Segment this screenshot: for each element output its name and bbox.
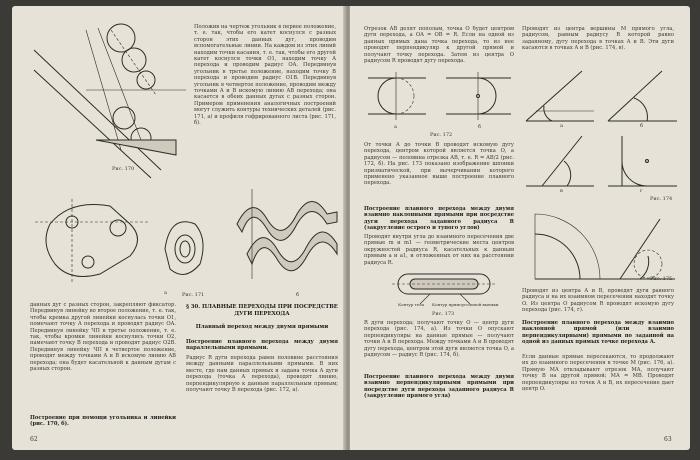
- right-col2-bold-text: Построение плавного перехода между взаимно наклонной прямой (или взаимно перпендикулярными) прямыми по заданной на одной из данных прямых точке перехода A.: [522, 320, 674, 346]
- right-col1-bold2-text: Построение плавного перехода между двумя взаимно перпендикулярными прямыми при посредстве дуги перехода заданного радиуса R (закругление прямого угла): [364, 374, 514, 400]
- left-page: [12, 6, 346, 450]
- fig174-letter-b: б: [640, 123, 644, 129]
- figure-170-drawing: [26, 20, 191, 180]
- fig172a-letter: а: [394, 124, 397, 130]
- left-column-bold-text: Построение при помощи угольника и линейки (рис. 170, б).: [30, 415, 176, 428]
- figure-171b-drawing: [232, 184, 342, 284]
- right-col1-after-bold-text: Проводят внутри угла до взаимного пересечения две прямые m и m1 — геометрические места центров окружностей радиуса R, касательных к данным прямым a и a1, и отложенных от них на расстоянии радиуса R.: [364, 234, 514, 266]
- fig171b-letter: б: [296, 292, 300, 298]
- left-page-number: 62: [30, 436, 38, 443]
- right-column-bottom-text: Радиус R дуги перехода равен половине расстояния между данными параллельными прямыми. В них месте, где нам данных прямых и задана точка A дуги перехода (точка A перехода), проводят линию, перпендикулярную к данным параллельным прямым; получают точку B перехода (рис. 172, а).: [186, 355, 338, 394]
- fig173-label-1: Контур тела: [398, 302, 425, 307]
- right-page: [350, 6, 690, 450]
- fig173-label-2: Контур прямоугольной выемки: [432, 302, 499, 307]
- right-col2-bottom-text: Проводят из центра A и B, проведят дуги равного радиуса и на их взаимном пересечении находят точку O. Из центра O радиусом R проводят искомую дугу перехода (рис. 174, г).: [522, 288, 674, 314]
- fig173-caption: Рис. 173: [432, 311, 455, 317]
- subheading: Плавный переход между двумя прямыми: [195, 324, 329, 330]
- figure-172-drawing: [366, 68, 516, 130]
- fig172-caption: Рис. 172: [430, 132, 453, 138]
- right-col2-top-text: Проводят из центра вершины M прямого угла, радиусом, равным радиусу R которой равно заданному, дугу перехода в точках A и B. Эти дуги касаются в точках A и B (рис. 174, в).: [522, 26, 674, 52]
- figure-171a-drawing: [30, 194, 210, 289]
- fig174-caption: Рис. 174: [650, 196, 673, 202]
- right-col1-bold-text: Построение плавного перехода между двумя взаимно наклонными прямыми при посредстве дуги перехода заданного радиуса R (закругление острого и тупого углов): [364, 206, 514, 232]
- fig174-letter-g: г: [640, 188, 643, 194]
- figure-175-drawing: [530, 204, 680, 284]
- fig171a-letter: а: [164, 290, 167, 296]
- fig171-caption: Рис. 171: [182, 292, 205, 298]
- right-page-number: 63: [664, 436, 672, 443]
- right-col1-top-text: Отрезок AB делят пополам, точка O будет центром дуги перехода, а OA = OB = R. Если на одной из данных прямых дана точка перехода, то из нее проводят перпендикуляр к другой прямой и получают точку перехода. Затем из центра O радиусом R проводят дугу перехода.: [364, 26, 514, 64]
- fig174-letter-v: в: [560, 188, 563, 194]
- left-right-column-top-text: Положив на чертеж угольник в первое положение, т. е. так, чтобы его катет коснулся с разных сторон этих данных дуг, проводим вспомогательные линии. На каждом из этих линий находим точки касания, т. е. так, чтобы его другой катет коснулся точки O1, находим точку A перехода и проводим радиус OA. Передвинув угольник в третье положение, находим точку B перехода и проводим радиус O1B. Передвинув угольник в четвертое положение, проводим между точками A и B искомую линию AB перехода; она касается в обеих данных дугах с разных сторон. Примером применения аналогичных построений могут служить контуры технических деталей (рис. 171, а) и профиля гофрированного листа (рис. 171, б).: [194, 24, 336, 127]
- left-column-bottom-text: данных дуг с разных сторон, закрепляют фиксатор. Передвинув линейку во второе положение, т. е. так, чтобы кромка другой линейки коснулась точки O1, помечают точку A перехода и проводят радиус OA. Передвинув линейку ЧП в третье положение, т. е. так, чтобы кромки линейки коснулись точки O2, намечают точку B перехода и проводят радиус O2B. Передвинув линейку ЧП в четвертое положение, проводят между точками A и B искомую линию AB перехода; она будет касательной к данным дугам с разных сторон.: [30, 302, 176, 373]
- right-col2-final-text: Если данные прямые пересекаются, то продолжают их до взаимного пересечения в точке M (рис. 176, а). Прямую MA откладывают отрезок MA, получают точку B на другой прямой; MA = MB. Проводят перпендикуляры из точек A и B, их пересечение дает центр O.: [522, 354, 674, 393]
- section-heading: § 30. ПЛАВНЫЕ ПЕРЕХОДЫ ПРИ ПОСРЕДСТВЕ ДУГИ ПЕРЕХОДА: [186, 304, 338, 317]
- fig172b-letter: б: [478, 124, 482, 130]
- right-col1-bottom-text: R дуги перехода; получают точку O — центр дуги перехода (рис. 174, а). Из точки O опускают перпендикуляры на данные прямые — получают точки A и B перехода. Между точками A и B проводят дугу перехода, центром этой дуги является точка O, а радиусом — радиус R (рис. 174, б).: [364, 320, 514, 359]
- right-col1-mid-text: От точки A до точки B проводят искомую дугу перехода, центром которой является точка O, а радиусом — половина отрезка AB, т. е. R = AB/2 (рис. 172, б). На рис. 173 показано изображение шпонки призматической, при вычерчивании которого применено указанное выше построение плавного перехода.: [364, 142, 514, 187]
- fig174-letter-a: а: [560, 123, 563, 129]
- figure-174-drawing: [522, 66, 680, 196]
- fig175-caption: Рис. 175: [650, 276, 673, 282]
- right-column-bold-text: Построение плавного перехода между двумя параллельными прямыми.: [186, 339, 338, 352]
- fig170-caption: Рис. 170: [112, 166, 135, 172]
